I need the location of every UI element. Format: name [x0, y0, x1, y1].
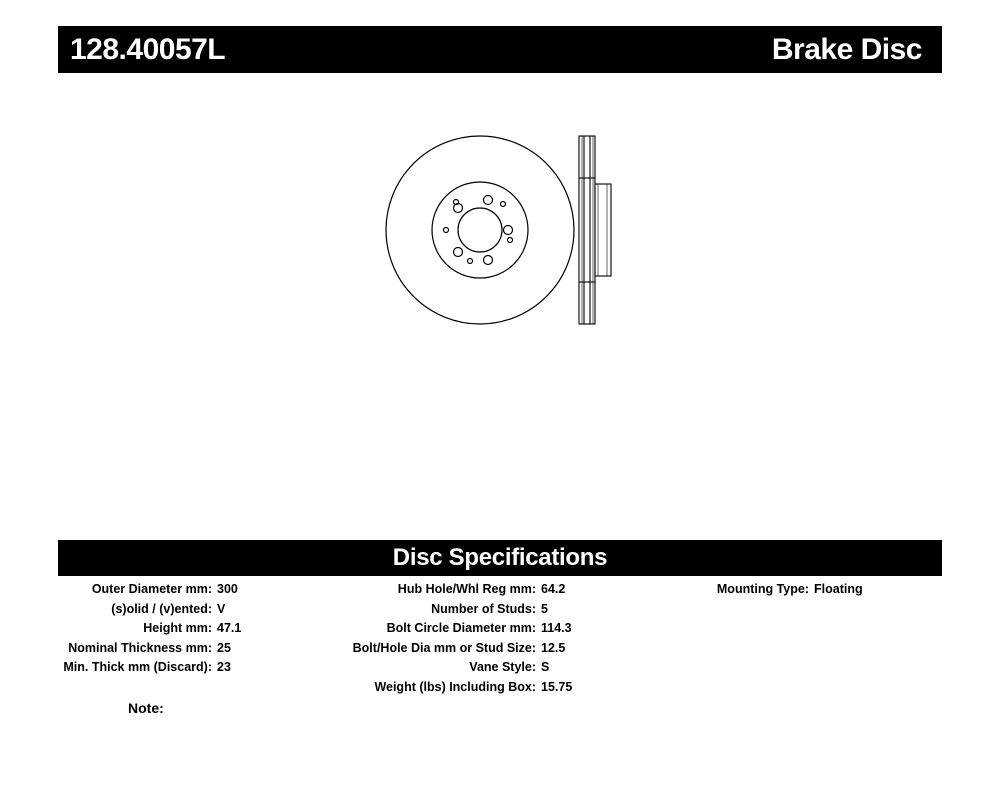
small-hole	[501, 202, 506, 207]
disc-side-view	[579, 136, 611, 324]
spec-title-bar	[58, 540, 942, 576]
spec-row	[60, 600, 241, 620]
part-number: 128.40057L	[70, 32, 226, 66]
disc-hub-hole	[458, 208, 502, 252]
spec-row	[60, 658, 241, 678]
spec-column-3	[700, 580, 863, 600]
spec-label: Bolt/Hole Dia mm or Stud Size:	[352, 640, 536, 655]
header-bar	[58, 26, 942, 73]
small-hole	[468, 259, 473, 264]
spec-row	[350, 580, 572, 600]
spec-value: 300	[217, 582, 238, 596]
spec-row	[350, 600, 572, 620]
disc-hat-circle	[432, 182, 528, 278]
note-label: Note:	[128, 700, 164, 716]
stud-hole	[484, 256, 493, 265]
spec-label: Vane Style:	[469, 660, 536, 674]
stud-hole	[484, 196, 493, 205]
spec-title: Disc Specifications	[392, 544, 608, 571]
spec-label: (s)olid / (v)ented:	[111, 601, 212, 616]
spec-value: Floating	[814, 582, 863, 596]
brake-disc-drawing	[370, 120, 630, 340]
spec-label: Bolt Circle Diameter mm:	[386, 621, 536, 635]
disc-side-hat	[595, 184, 611, 276]
spec-row	[60, 619, 241, 639]
spec-value: V	[217, 601, 226, 616]
spec-value: 23	[217, 660, 231, 674]
spec-row	[60, 580, 241, 600]
stud-hole	[454, 248, 463, 257]
spec-label: Height mm:	[143, 621, 212, 635]
spec-value: 47.1	[217, 621, 242, 635]
disc-outer-edge	[386, 136, 574, 324]
spec-label: Nominal Thickness mm:	[68, 640, 212, 655]
spec-row	[350, 678, 572, 698]
small-hole	[508, 238, 513, 243]
spec-value: 114.3	[541, 621, 572, 635]
spec-label: Min. Thick mm (Discard):	[63, 660, 212, 674]
disc-side-rotor	[579, 136, 595, 324]
spec-value: 25	[217, 640, 231, 655]
disc-front-view	[386, 136, 574, 324]
spec-column-1	[60, 580, 241, 678]
spec-label: Mounting Type:	[716, 582, 809, 596]
spec-row	[350, 639, 572, 659]
small-hole	[444, 228, 449, 233]
spec-value: 5	[541, 601, 548, 616]
spec-value: 12.5	[541, 640, 566, 655]
spec-value: 64.2	[541, 582, 566, 596]
spec-row	[350, 658, 572, 678]
spec-row	[350, 619, 572, 639]
spec-value: 15.75	[541, 679, 573, 694]
spec-label: Hub Hole/Whl Reg mm:	[397, 582, 536, 596]
product-type: Brake Disc	[771, 32, 922, 66]
spec-row	[60, 639, 241, 659]
spec-label: Outer Diameter mm:	[91, 582, 212, 596]
spec-label: Weight (lbs) Including Box:	[374, 679, 536, 694]
spec-row	[700, 580, 863, 600]
spec-label: Number of Studs:	[431, 601, 536, 616]
spec-value: S	[541, 660, 550, 674]
spec-column-2	[350, 580, 572, 697]
stud-hole	[504, 226, 513, 235]
